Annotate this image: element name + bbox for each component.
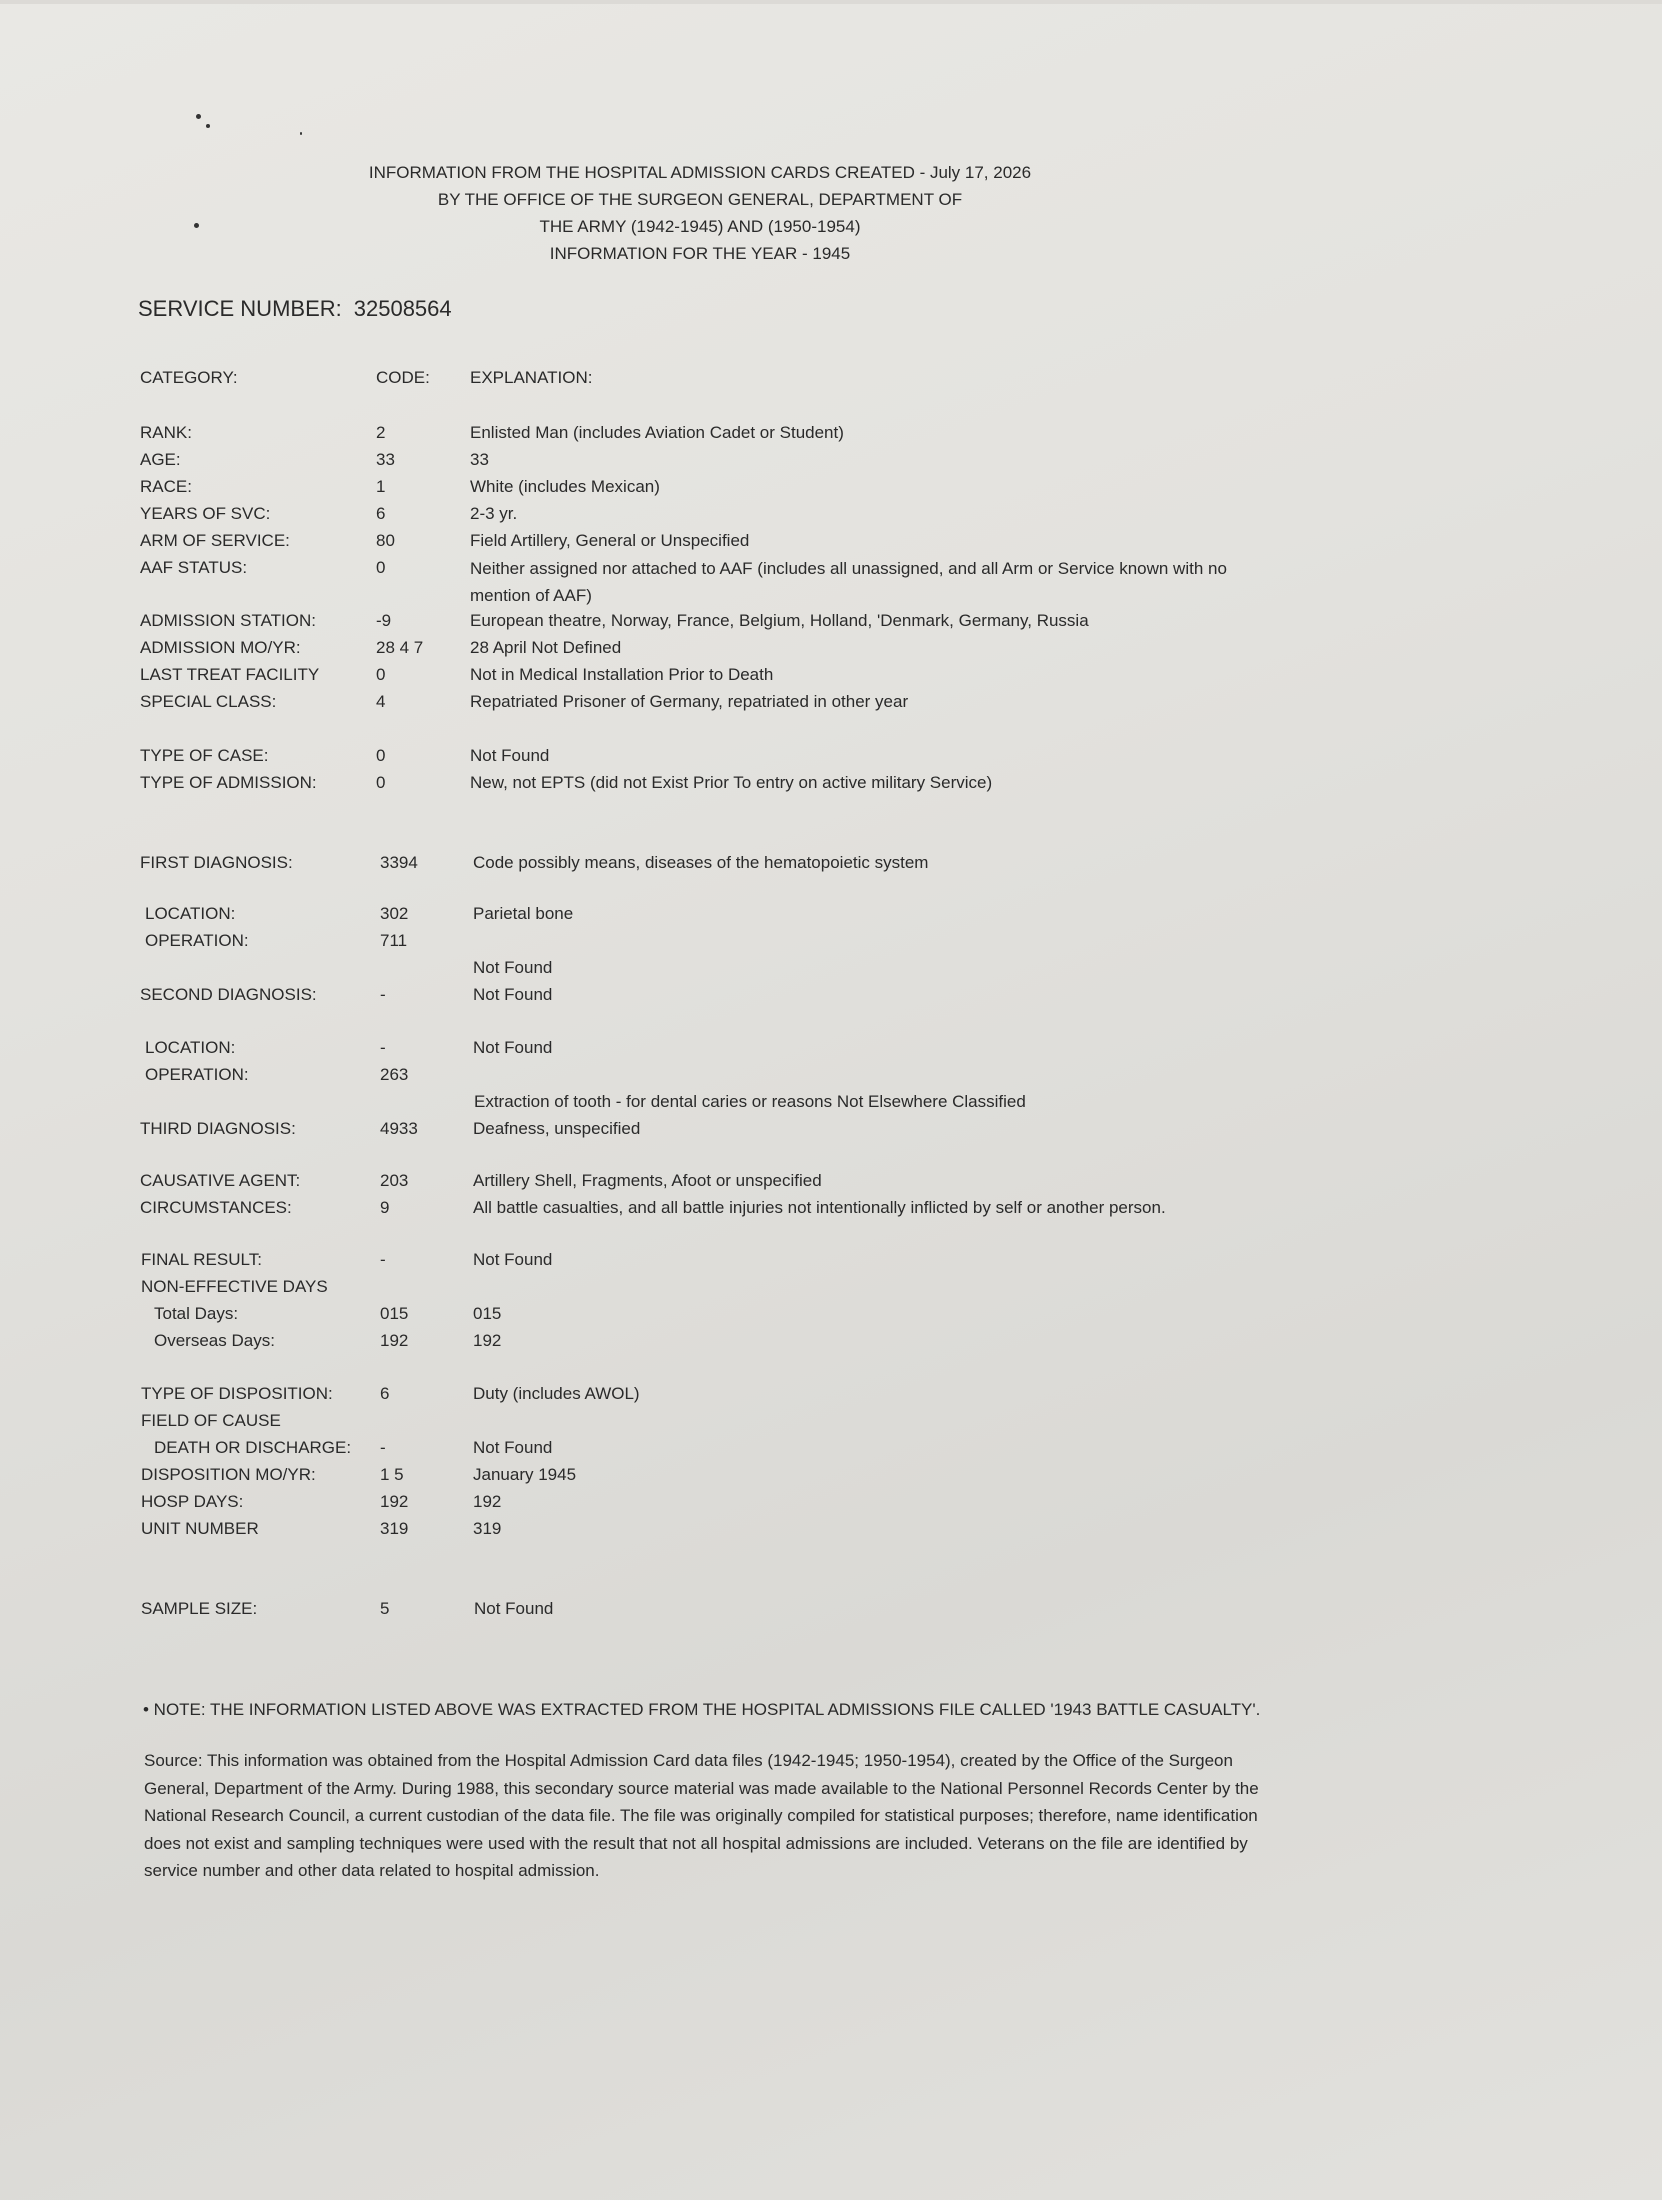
row-explanation: Neither assigned nor attached to AAF (includes all unassigned, and all Arm or Service known with no mention of AAF) [470,559,1227,605]
row-explanation: Extraction of tooth - for dental caries or reasons Not Elsewhere Classified [474,1092,1026,1111]
row-code: 28 4 7 [376,638,424,657]
row-explanation: Not Found [470,746,550,765]
row-code: 192 [380,1492,409,1511]
row-explanation: Not Found [473,958,553,977]
row-category: SPECIAL CLASS: [140,692,277,711]
row-code: -9 [376,611,392,630]
row-code: 4933 [380,1119,418,1138]
row-explanation: Not Found [474,1599,554,1618]
row-code: 2 [376,423,386,442]
row-code: 203 [380,1171,409,1190]
row-explanation: Parietal bone [473,904,574,923]
row-category: RACE: [140,477,192,496]
row-explanation: Artillery Shell, Fragments, Afoot or unspecified [473,1171,822,1190]
row-explanation: 319 [473,1519,502,1538]
row-category: CIRCUMSTANCES: [140,1198,292,1217]
row-category: SAMPLE SIZE: [141,1599,258,1618]
row-explanation: Code possibly means, diseases of the hematopoietic system [473,853,929,872]
row-category: THIRD DIAGNOSIS: [140,1119,296,1138]
row-category: TYPE OF DISPOSITION: [141,1384,333,1403]
row-category: LOCATION: [145,904,236,923]
source-paragraph: Source: This information was obtained from the Hospital Admission Card data files (1942-1945; 1950-1954), created by the Office of the Surgeon General, Department of the Army. During 1988, this secondary source material was made available to the National Personnel Records Center by the National Research Council, a current custodian of the data file. The file was originally compiled for statistical purposes; therefore, name identification does not exist and sampling techniques were used with the result that not all hospital admissions are included. Veterans on the file are identified by service number and other data related to hospital admission. [144,1751,1259,1880]
row-explanation: 33 [470,450,489,469]
row-code: 263 [380,1065,409,1084]
row-category: Overseas Days: [154,1331,275,1350]
row-explanation: Not in Medical Installation Prior to Death [470,665,774,684]
row-explanation: Not Found [473,1038,553,1057]
row-category: FIELD OF CAUSE [141,1411,281,1430]
service-number-value: 32508564 [353,296,452,321]
row-category: SECOND DIAGNOSIS: [140,985,317,1004]
row-code: 302 [380,904,409,923]
row-category: UNIT NUMBER [141,1519,259,1538]
column-header-explanation: EXPLANATION: [470,368,593,387]
header-line-1: INFORMATION FROM THE HOSPITAL ADMISSION CARDS CREATED - July 17, 2026 [368,163,1032,182]
row-category: CAUSATIVE AGENT: [140,1171,301,1190]
row-explanation: White (includes Mexican) [470,477,660,496]
row-explanation: Enlisted Man (includes Aviation Cadet or Student) [470,423,844,442]
row-code: 33 [376,450,395,469]
paper-speck [196,114,201,119]
row-code: 711 [380,931,408,950]
row-code: 6 [376,504,386,523]
row-category: ARM OF SERVICE: [140,531,290,550]
column-header-code: CODE: [376,368,430,387]
row-code: - [380,985,386,1004]
row-explanation: Not Found [473,985,553,1004]
row-category: NON-EFFECTIVE DAYS [141,1277,328,1296]
paper-speck [300,132,302,135]
row-explanation: Repatriated Prisoner of Germany, repatriated in other year [470,692,909,711]
row-code: 0 [376,558,386,577]
row-explanation: All battle casualties, and all battle injuries not intentionally inflicted by self or another person. [473,1198,1166,1217]
row-explanation: Duty (includes AWOL) [473,1384,640,1403]
row-category: FINAL RESULT: [141,1250,262,1269]
row-category: FIRST DIAGNOSIS: [140,853,293,872]
row-code: 319 [380,1519,409,1538]
row-code: - [380,1038,386,1057]
row-explanation: New, not EPTS (did not Exist Prior To entry on active military Service) [470,773,993,792]
row-explanation: 28 April Not Defined [470,638,622,657]
row-category: AGE: [140,450,181,469]
paper-speck [206,124,210,128]
row-code: - [380,1250,386,1269]
row-code: 0 [376,665,386,684]
column-header-category: CATEGORY: [140,368,238,387]
row-code: 9 [380,1198,390,1217]
row-explanation: European theatre, Norway, France, Belgium, Holland, 'Denmark, Germany, Russia [470,611,1089,630]
row-category: HOSP DAYS: [141,1492,244,1511]
document-page [0,4,1662,2200]
row-explanation: 192 [473,1331,502,1350]
row-category: DEATH OR DISCHARGE: [154,1438,352,1457]
row-code: 1 [376,477,386,496]
row-code: 6 [380,1384,390,1403]
row-category: DISPOSITION MO/YR: [141,1465,316,1484]
row-category: OPERATION: [145,931,249,950]
row-category: ADMISSION MO/YR: [140,638,301,657]
header-line-3: THE ARMY (1942-1945) AND (1950-1954) [539,217,861,236]
row-explanation: Not Found [473,1438,553,1457]
row-code: 80 [376,531,395,550]
row-explanation: 015 [473,1304,502,1323]
row-category: ADMISSION STATION: [140,611,316,630]
row-code: 015 [380,1304,409,1323]
row-explanation: January 1945 [473,1465,577,1484]
row-category: YEARS OF SVC: [140,504,271,523]
paper-speck [194,223,199,228]
row-category: OPERATION: [145,1065,249,1084]
row-code: 3394 [380,853,418,872]
row-code: 1 5 [380,1465,404,1484]
service-number-label: SERVICE NUMBER: [138,296,342,321]
row-explanation: Field Artillery, General or Unspecified [470,531,750,550]
row-code: 0 [376,773,386,792]
row-category: TYPE OF ADMISSION: [140,773,317,792]
header-line-4: INFORMATION FOR THE YEAR - 1945 [549,244,851,263]
row-category: AAF STATUS: [140,558,248,577]
extraction-note: • NOTE: THE INFORMATION LISTED ABOVE WAS EXTRACTED FROM THE HOSPITAL ADMISSIONS FILE CALLED '1943 BATTLE CASUALTY'. [143,1700,1261,1719]
row-category: LAST TREAT FACILITY [140,665,320,684]
row-code: 0 [376,746,386,765]
row-category: Total Days: [154,1304,239,1323]
service-number [138,296,452,322]
row-explanation: Not Found [473,1250,553,1269]
header-line-2: BY THE OFFICE OF THE SURGEON GENERAL, DEPARTMENT OF [437,190,963,209]
row-explanation: 2-3 yr. [470,504,518,523]
row-category: LOCATION: [145,1038,236,1057]
row-category: TYPE OF CASE: [140,746,269,765]
row-explanation: Deafness, unspecified [473,1119,641,1138]
row-code: 192 [380,1331,409,1350]
row-category: RANK: [140,423,192,442]
row-explanation: 192 [473,1492,502,1511]
row-code: 5 [380,1599,390,1618]
row-code: - [380,1438,386,1457]
document-header [300,159,1100,267]
row-code: 4 [376,692,386,711]
